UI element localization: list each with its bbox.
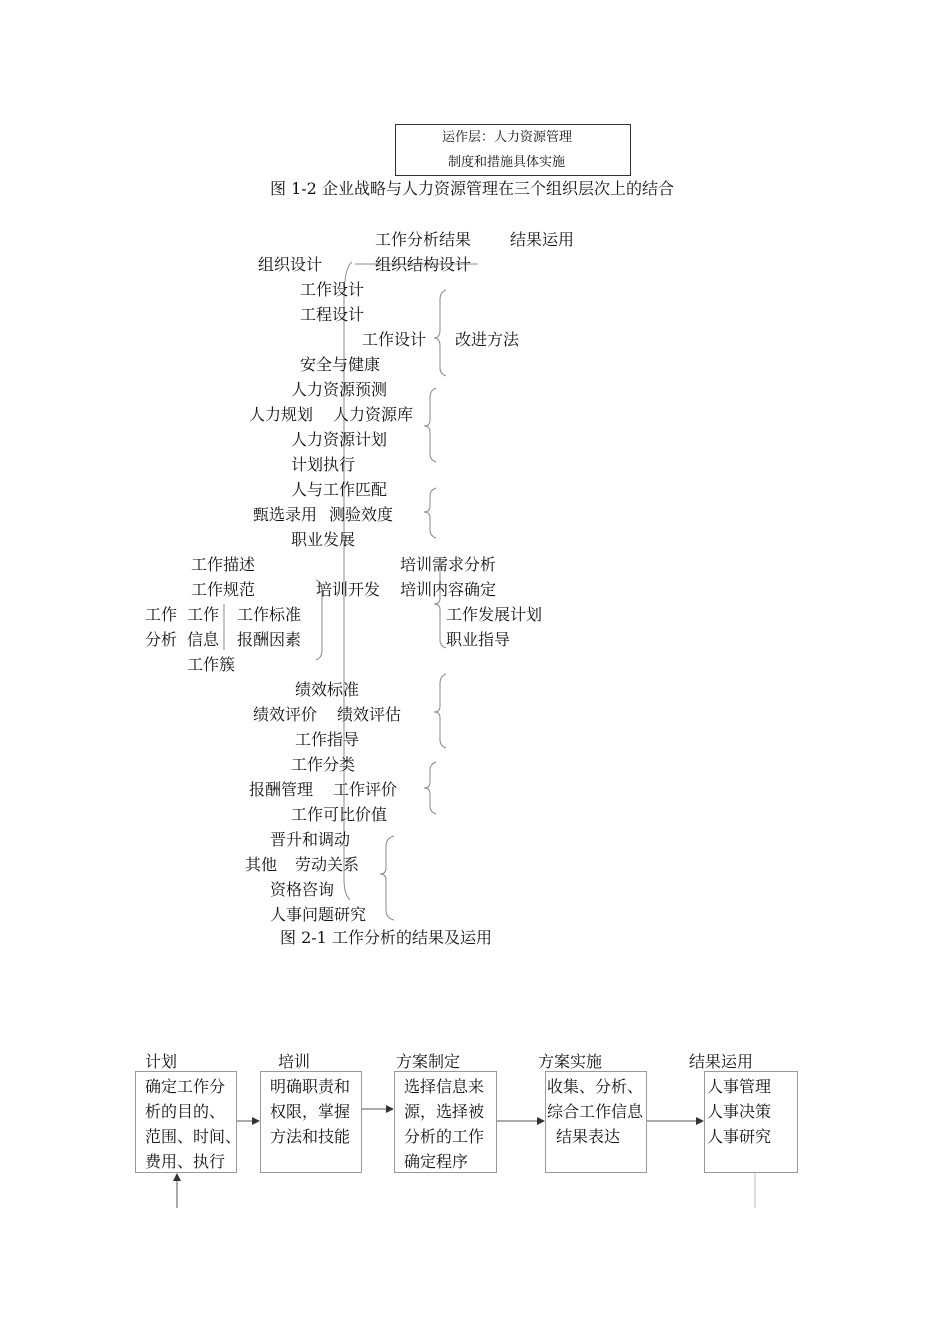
design-line-1: 选择信息来 [404, 1077, 485, 1096]
flow-title-design: 方案制定 [396, 1052, 461, 1071]
improve-methods: 改进方法 [455, 330, 520, 349]
job-analysis-col1-bottom: 分析 [145, 630, 178, 649]
compensation-factors: 报酬因素 [237, 630, 302, 649]
training-line-3: 方法和技能 [270, 1127, 351, 1146]
plan-line-1: 确定工作分 [145, 1077, 226, 1096]
flow-box-implement [545, 1071, 647, 1173]
operational-layer-line1: 运作层：人力资源管理 [442, 130, 573, 145]
selection-label: 甄选录用 [253, 505, 318, 524]
design-line-4: 确定程序 [404, 1152, 469, 1171]
performance-standard: 绩效标准 [295, 680, 360, 699]
job-description: 工作描述 [191, 555, 256, 574]
flow-box-plan [135, 1071, 242, 1173]
training-line-2: 权限，掌握 [270, 1102, 351, 1121]
flow-title-plan: 计划 [145, 1052, 178, 1071]
plan-line-2: 析的目的、 [145, 1102, 226, 1121]
promotion-transfer: 晋升和调动 [270, 830, 351, 849]
training-line-1: 明确职责和 [270, 1077, 351, 1096]
personnel-research: 人事问题研究 [270, 905, 367, 924]
job-info-col2-top: 工作 [187, 605, 220, 624]
figure-1-2-caption: 图 1-2 企业战略与人力资源管理在三个组织层次上的结合 [270, 179, 674, 198]
career-development: 职业发展 [291, 530, 356, 549]
performance-evaluation-label: 绩效评价 [253, 705, 318, 724]
plan-line-3: 范围、时间、 [145, 1127, 242, 1146]
training-label: 培训开发 [316, 580, 381, 599]
training-content: 培训内容确定 [400, 580, 497, 599]
header-job-analysis-results: 工作分析结果 [375, 230, 472, 249]
training-needs-analysis: 培训需求分析 [400, 555, 497, 574]
test-validity: 测验效度 [329, 505, 394, 524]
result-line-2: 人事决策 [707, 1102, 772, 1121]
hr-forecast: 人力资源预测 [291, 380, 388, 399]
job-standard: 工作标准 [237, 605, 302, 624]
flow-title-implement: 方案实施 [538, 1052, 603, 1071]
work-guidance: 工作指导 [295, 730, 360, 749]
figure-2-1-caption: 图 2-1 工作分析的结果及运用 [280, 928, 492, 947]
hr-pool: 人力资源库 [333, 405, 414, 424]
flow-title-training: 培训 [278, 1052, 311, 1071]
performance-assessment: 绩效评估 [337, 705, 402, 724]
design-line-3: 分析的工作 [404, 1127, 485, 1146]
work-design-item-2: 工程设计 [300, 305, 365, 324]
flow-box-result [704, 1071, 798, 1173]
plan-execution: 计划执行 [291, 455, 356, 474]
design-line-2: 源，选择被 [404, 1102, 485, 1121]
result-line-1: 人事管理 [707, 1077, 772, 1096]
hr-planning-label: 人力规划 [249, 405, 314, 424]
org-design-label: 组织设计 [258, 255, 323, 274]
work-development-plan: 工作发展计划 [446, 605, 543, 624]
implement-line-3: 结果表达 [556, 1127, 621, 1146]
job-family: 工作簇 [187, 655, 236, 674]
hr-plan: 人力资源计划 [291, 430, 388, 449]
job-classification: 工作分类 [291, 755, 356, 774]
operational-layer-line2: 制度和措施具体实施 [448, 155, 566, 170]
job-specification: 工作规范 [191, 580, 256, 599]
org-structure-design: 组织结构设计 [375, 255, 472, 274]
other-label: 其他 [245, 855, 278, 874]
result-line-3: 人事研究 [707, 1127, 772, 1146]
implement-line-1: 收集、分析、 [547, 1077, 644, 1096]
comparable-worth: 工作可比价值 [291, 805, 388, 824]
work-design-mid: 工作设计 [362, 330, 427, 349]
job-evaluation: 工作评价 [333, 780, 398, 799]
job-info-col2-bottom: 信息 [187, 630, 220, 649]
implement-line-2: 综合工作信息 [547, 1102, 644, 1121]
work-design-item-1: 工作设计 [300, 280, 365, 299]
header-result-application: 结果运用 [510, 230, 575, 249]
plan-line-4: 费用、执行 [145, 1152, 226, 1171]
flow-title-result: 结果运用 [689, 1052, 754, 1071]
job-analysis-col1-top: 工作 [145, 605, 178, 624]
labor-relations: 劳动关系 [295, 855, 360, 874]
flow-box-training [260, 1071, 362, 1173]
career-guidance: 职业指导 [446, 630, 511, 649]
flow-box-design [394, 1071, 497, 1173]
compensation-label: 报酬管理 [249, 780, 314, 799]
qualification-consulting: 资格咨询 [270, 880, 335, 899]
work-design-item-3: 安全与健康 [300, 355, 381, 374]
person-job-match: 人与工作匹配 [291, 480, 388, 499]
